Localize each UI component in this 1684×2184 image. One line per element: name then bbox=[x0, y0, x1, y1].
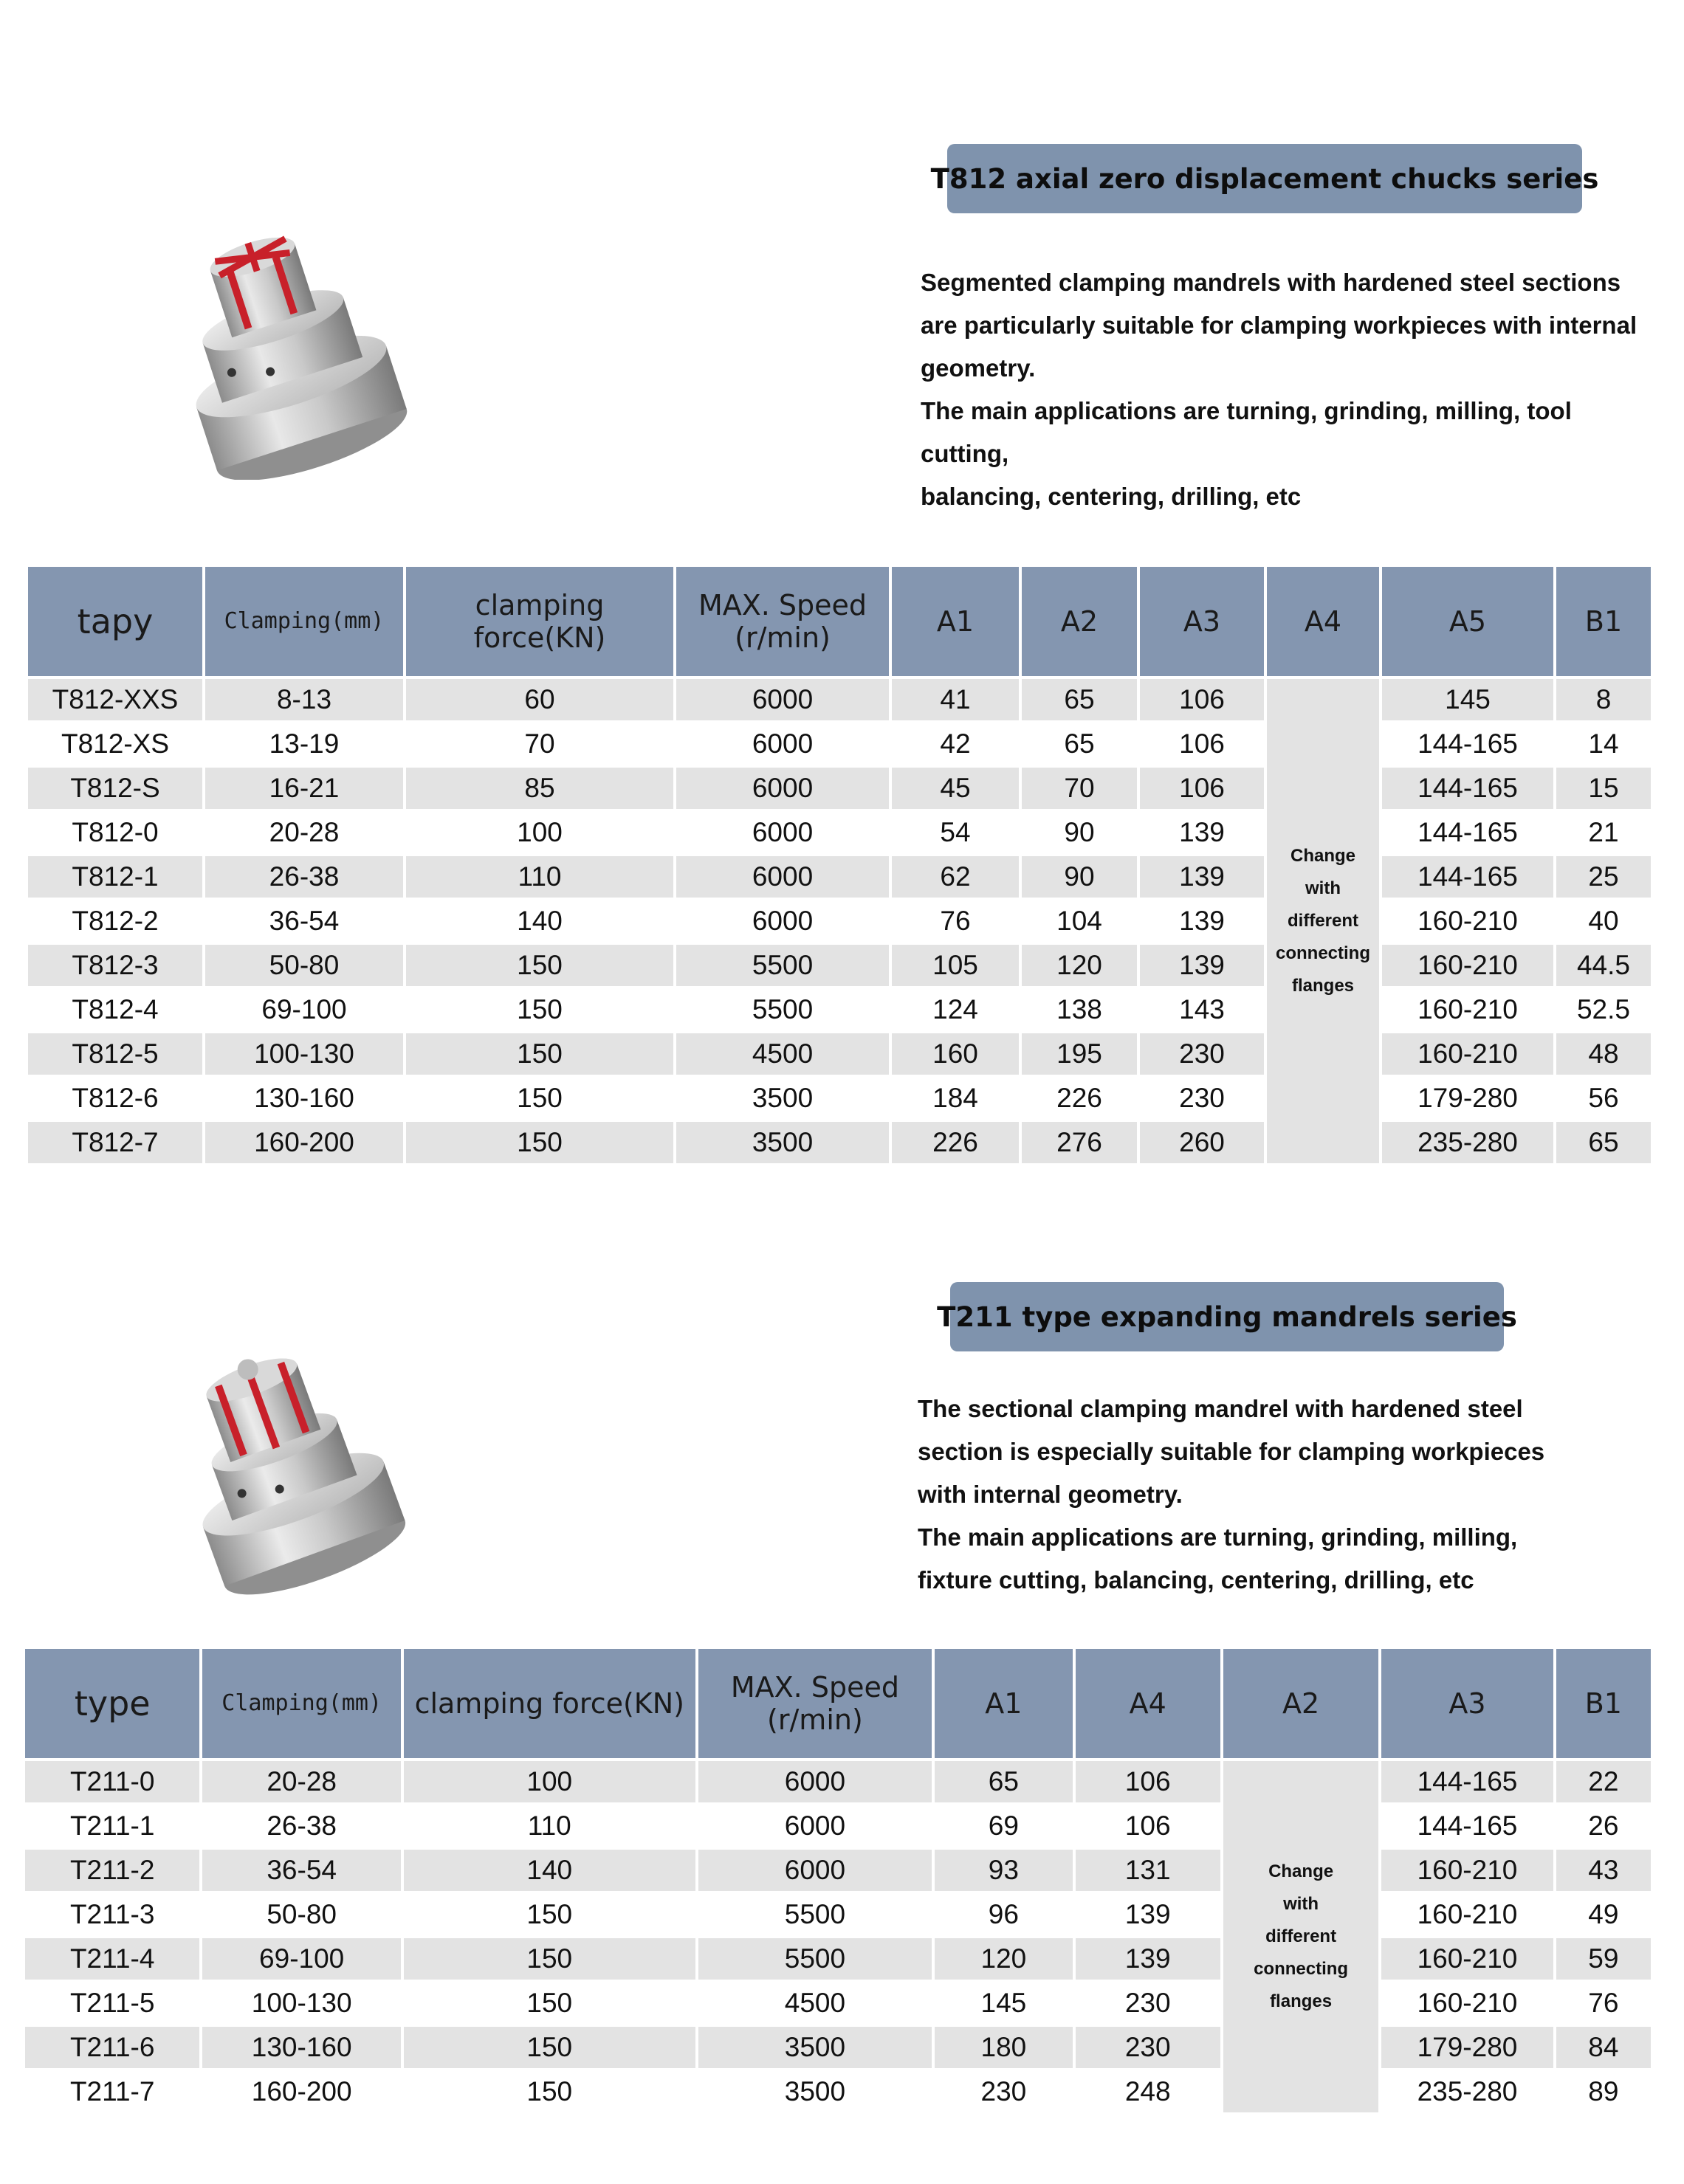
t812-desc-line: geometry. bbox=[921, 354, 1036, 382]
table-cell: 3500 bbox=[676, 1078, 889, 1122]
table-cell: 110 bbox=[406, 856, 673, 900]
table-cell: T211-2 bbox=[25, 1850, 199, 1894]
table-cell: 226 bbox=[1022, 1078, 1137, 1122]
table-cell: 89 bbox=[1556, 2071, 1651, 2115]
table-cell: T812-XS bbox=[28, 723, 202, 768]
table-cell: 180 bbox=[935, 2027, 1072, 2071]
table-cell: 130-160 bbox=[202, 2027, 400, 2071]
table-row bbox=[28, 945, 1651, 989]
table-cell: 26-38 bbox=[205, 856, 403, 900]
table-cell: 69-100 bbox=[202, 1938, 400, 1983]
table-cell: 160-210 bbox=[1381, 1938, 1553, 1983]
t211-header-clamping: Clamping(mm) bbox=[202, 1649, 400, 1761]
table-cell: 160-210 bbox=[1381, 1850, 1553, 1894]
table-cell: 4500 bbox=[698, 1983, 932, 2027]
table-cell: 6000 bbox=[676, 768, 889, 812]
table-cell: 160-200 bbox=[202, 2071, 400, 2115]
table-cell: 139 bbox=[1140, 900, 1264, 945]
table-cell: 6000 bbox=[676, 900, 889, 945]
t211-spec-table bbox=[22, 1649, 1654, 2115]
t211-header-a1: A1 bbox=[935, 1649, 1072, 1761]
table-cell: 100-130 bbox=[205, 1033, 403, 1078]
table-cell: 100 bbox=[406, 812, 673, 856]
table-cell: 104 bbox=[1022, 900, 1137, 945]
table-cell: 6000 bbox=[676, 812, 889, 856]
t812-header-a1: A1 bbox=[892, 567, 1019, 679]
table-cell: 160 bbox=[892, 1033, 1019, 1078]
table-cell: 76 bbox=[1556, 1983, 1651, 2027]
flange-note-cell bbox=[1267, 679, 1379, 1166]
table-row bbox=[28, 856, 1651, 900]
table-cell: T211-0 bbox=[25, 1761, 199, 1805]
flange-note-line: with bbox=[1283, 1894, 1319, 1914]
table-row bbox=[28, 723, 1651, 768]
table-cell: 3500 bbox=[698, 2071, 932, 2115]
table-cell: 3500 bbox=[676, 1122, 889, 1166]
table-row bbox=[25, 2027, 1651, 2071]
table-cell: 160-210 bbox=[1382, 945, 1553, 989]
t211-header-speed: MAX. Speed (r/min) bbox=[698, 1649, 932, 1761]
table-cell: 150 bbox=[406, 989, 673, 1033]
table-cell: 76 bbox=[892, 900, 1019, 945]
table-cell: 150 bbox=[404, 1983, 695, 2027]
table-cell: 56 bbox=[1556, 1078, 1651, 1122]
table-cell: 131 bbox=[1076, 1850, 1220, 1894]
table-cell: T812-0 bbox=[28, 812, 202, 856]
table-cell: 179-280 bbox=[1382, 1078, 1553, 1122]
table-cell: 150 bbox=[406, 1122, 673, 1166]
t812-header-a5: A5 bbox=[1382, 567, 1553, 679]
table-row bbox=[28, 812, 1651, 856]
table-cell: 6000 bbox=[676, 856, 889, 900]
table-cell: 120 bbox=[1022, 945, 1137, 989]
table-row bbox=[25, 1938, 1651, 1983]
table-cell: 124 bbox=[892, 989, 1019, 1033]
table-cell: 70 bbox=[1022, 768, 1137, 812]
table-cell: 144-165 bbox=[1382, 723, 1553, 768]
flange-note-cell bbox=[1223, 1761, 1378, 2115]
table-cell: 120 bbox=[935, 1938, 1072, 1983]
table-cell: T211-7 bbox=[25, 2071, 199, 2115]
table-cell: 150 bbox=[406, 945, 673, 989]
table-cell: 150 bbox=[404, 1894, 695, 1938]
table-cell: 5500 bbox=[698, 1938, 932, 1983]
table-cell: 110 bbox=[404, 1805, 695, 1850]
table-cell: 139 bbox=[1140, 812, 1264, 856]
table-cell: 41 bbox=[892, 679, 1019, 723]
t211-desc-line: The main applications are turning, grinding, milling, bbox=[918, 1523, 1518, 1551]
table-cell: 226 bbox=[892, 1122, 1019, 1166]
table-cell: 59 bbox=[1556, 1938, 1651, 1983]
t812-header-clamping: Clamping(mm) bbox=[205, 567, 403, 679]
table-cell: 150 bbox=[404, 2071, 695, 2115]
table-cell: 235-280 bbox=[1381, 2071, 1553, 2115]
table-cell: 93 bbox=[935, 1850, 1072, 1894]
table-cell: 50-80 bbox=[205, 945, 403, 989]
table-cell: 150 bbox=[406, 1078, 673, 1122]
table-cell: 144-165 bbox=[1382, 768, 1553, 812]
t812-header-b1: B1 bbox=[1556, 567, 1651, 679]
flange-note-line: flanges bbox=[1291, 976, 1355, 996]
table-cell: 105 bbox=[892, 945, 1019, 989]
flange-note-line: Change bbox=[1290, 846, 1355, 866]
table-cell: 230 bbox=[1140, 1078, 1264, 1122]
table-row bbox=[28, 989, 1651, 1033]
table-cell: 144-165 bbox=[1382, 812, 1553, 856]
table-cell: 44.5 bbox=[1556, 945, 1651, 989]
table-row bbox=[25, 1850, 1651, 1894]
flange-note-line: different bbox=[1288, 911, 1358, 931]
table-cell: 25 bbox=[1556, 856, 1651, 900]
table-cell: 184 bbox=[892, 1078, 1019, 1122]
table-cell: 144-165 bbox=[1382, 856, 1553, 900]
table-cell: 230 bbox=[935, 2071, 1072, 2115]
flange-note-line: connecting bbox=[1254, 1959, 1349, 1979]
table-cell: T211-1 bbox=[25, 1805, 199, 1850]
t211-header-a3: A3 bbox=[1381, 1649, 1553, 1761]
table-cell: 106 bbox=[1076, 1761, 1220, 1805]
table-cell: 144-165 bbox=[1381, 1761, 1553, 1805]
t812-header-type: tapy bbox=[28, 567, 202, 679]
table-cell: T812-7 bbox=[28, 1122, 202, 1166]
table-row bbox=[25, 1894, 1651, 1938]
table-cell: 145 bbox=[935, 1983, 1072, 2027]
t812-desc-line: balancing, centering, drilling, etc bbox=[921, 483, 1302, 510]
flange-note-line: flanges bbox=[1270, 1991, 1333, 2011]
table-cell: 36-54 bbox=[202, 1850, 400, 1894]
table-cell: 140 bbox=[404, 1850, 695, 1894]
t211-desc-line: The sectional clamping mandrel with hardened steel bbox=[918, 1395, 1523, 1422]
table-cell: 160-200 bbox=[205, 1122, 403, 1166]
table-cell: 69 bbox=[935, 1805, 1072, 1850]
table-cell: 54 bbox=[892, 812, 1019, 856]
t211-desc-line: fixture cutting, balancing, centering, drilling, etc bbox=[918, 1566, 1474, 1594]
t812-spec-table bbox=[25, 567, 1654, 1166]
table-cell: 13-19 bbox=[205, 723, 403, 768]
t812-desc-line: Segmented clamping mandrels with hardened steel sections bbox=[921, 269, 1621, 296]
table-cell: 42 bbox=[892, 723, 1019, 768]
table-row bbox=[28, 679, 1651, 723]
table-cell: 130-160 bbox=[205, 1078, 403, 1122]
table-cell: 100 bbox=[404, 1761, 695, 1805]
table-cell: 143 bbox=[1140, 989, 1264, 1033]
t211-mandrel-image bbox=[155, 1321, 421, 1602]
table-cell: 150 bbox=[404, 1938, 695, 1983]
table-cell: 260 bbox=[1140, 1122, 1264, 1166]
t211-header-b1: B1 bbox=[1556, 1649, 1651, 1761]
t211-series-title-text: T211 type expanding mandrels series bbox=[937, 1301, 1517, 1333]
table-cell: 139 bbox=[1140, 856, 1264, 900]
t211-desc-line: section is especially suitable for clamping workpieces bbox=[918, 1438, 1545, 1465]
table-row bbox=[25, 1983, 1651, 2027]
table-row bbox=[25, 2071, 1651, 2115]
table-cell: 6000 bbox=[698, 1761, 932, 1805]
table-row bbox=[28, 1122, 1651, 1166]
table-cell: 84 bbox=[1556, 2027, 1651, 2071]
t211-header-a4: A4 bbox=[1076, 1649, 1220, 1761]
table-cell: 230 bbox=[1140, 1033, 1264, 1078]
table-cell: 50-80 bbox=[202, 1894, 400, 1938]
table-cell: 69-100 bbox=[205, 989, 403, 1033]
flange-note-line: with bbox=[1305, 878, 1341, 898]
table-cell: T812-5 bbox=[28, 1033, 202, 1078]
table-cell: 20-28 bbox=[202, 1761, 400, 1805]
t812-chuck-image bbox=[155, 207, 421, 480]
table-cell: 179-280 bbox=[1381, 2027, 1553, 2071]
table-cell: 248 bbox=[1076, 2071, 1220, 2115]
table-cell: 150 bbox=[404, 2027, 695, 2071]
t812-table-body bbox=[28, 679, 1651, 1166]
table-cell: 160-210 bbox=[1382, 900, 1553, 945]
table-cell: 85 bbox=[406, 768, 673, 812]
table-cell: 5500 bbox=[698, 1894, 932, 1938]
table-cell: 14 bbox=[1556, 723, 1651, 768]
table-cell: 96 bbox=[935, 1894, 1072, 1938]
flange-note-line: Change bbox=[1268, 1861, 1334, 1881]
table-cell: 106 bbox=[1140, 723, 1264, 768]
table-cell: 160-210 bbox=[1382, 989, 1553, 1033]
table-cell: T211-4 bbox=[25, 1938, 199, 1983]
t812-desc-line: The main applications are turning, grinding, milling, tool cutting, bbox=[921, 397, 1572, 467]
table-cell: T812-S bbox=[28, 768, 202, 812]
table-cell: 139 bbox=[1140, 945, 1264, 989]
table-cell: 65 bbox=[1022, 679, 1137, 723]
t812-description bbox=[921, 261, 1659, 518]
table-cell: 160-210 bbox=[1381, 1983, 1553, 2027]
table-cell: 48 bbox=[1556, 1033, 1651, 1078]
t812-header-a2: A2 bbox=[1022, 567, 1137, 679]
table-cell: 139 bbox=[1076, 1938, 1220, 1983]
flange-note-line: different bbox=[1265, 1926, 1337, 1946]
table-cell: T211-5 bbox=[25, 1983, 199, 2027]
table-row bbox=[28, 1078, 1651, 1122]
t812-header-force: clamping force(KN) bbox=[406, 567, 673, 679]
t211-header-type: type bbox=[25, 1649, 199, 1761]
table-cell: 65 bbox=[1556, 1122, 1651, 1166]
table-cell: 6000 bbox=[676, 723, 889, 768]
table-cell: 16-21 bbox=[205, 768, 403, 812]
t812-desc-line: are particularly suitable for clamping workpieces with internal bbox=[921, 311, 1637, 339]
table-cell: 100-130 bbox=[202, 1983, 400, 2027]
table-cell: 62 bbox=[892, 856, 1019, 900]
t812-series-title bbox=[930, 144, 1599, 213]
table-row bbox=[25, 1761, 1651, 1805]
table-cell: 160-210 bbox=[1382, 1033, 1553, 1078]
table-row bbox=[28, 1033, 1651, 1078]
table-cell: 43 bbox=[1556, 1850, 1651, 1894]
t211-desc-line: with internal geometry. bbox=[918, 1481, 1183, 1508]
table-cell: T211-6 bbox=[25, 2027, 199, 2071]
table-cell: 3500 bbox=[698, 2027, 932, 2071]
table-cell: 276 bbox=[1022, 1122, 1137, 1166]
table-cell: 6000 bbox=[676, 679, 889, 723]
table-cell: T812-4 bbox=[28, 989, 202, 1033]
table-cell: 70 bbox=[406, 723, 673, 768]
table-cell: 26 bbox=[1556, 1805, 1651, 1850]
table-cell: 145 bbox=[1382, 679, 1553, 723]
table-cell: 60 bbox=[406, 679, 673, 723]
table-cell: 26-38 bbox=[202, 1805, 400, 1850]
t211-description bbox=[918, 1388, 1656, 1602]
t211-table-body bbox=[25, 1761, 1651, 2115]
t211-header-force: clamping force(KN) bbox=[404, 1649, 695, 1761]
table-cell: 106 bbox=[1140, 768, 1264, 812]
table-cell: 4500 bbox=[676, 1033, 889, 1078]
table-cell: 150 bbox=[406, 1033, 673, 1078]
t812-header-a4: A4 bbox=[1267, 567, 1379, 679]
t211-series-title bbox=[937, 1282, 1517, 1351]
table-cell: 65 bbox=[1022, 723, 1137, 768]
table-cell: 5500 bbox=[676, 989, 889, 1033]
table-cell: 160-210 bbox=[1381, 1894, 1553, 1938]
flange-note-line: connecting bbox=[1275, 943, 1370, 963]
table-cell: 5500 bbox=[676, 945, 889, 989]
table-cell: T812-XXS bbox=[28, 679, 202, 723]
table-cell: 230 bbox=[1076, 1983, 1220, 2027]
table-cell: 45 bbox=[892, 768, 1019, 812]
table-cell: 106 bbox=[1076, 1805, 1220, 1850]
table-cell: 22 bbox=[1556, 1761, 1651, 1805]
t812-series-title-text: T812 axial zero displacement chucks series bbox=[930, 162, 1599, 195]
table-cell: 144-165 bbox=[1381, 1805, 1553, 1850]
table-row bbox=[28, 900, 1651, 945]
table-cell: 15 bbox=[1556, 768, 1651, 812]
table-cell: 21 bbox=[1556, 812, 1651, 856]
table-cell: 195 bbox=[1022, 1033, 1137, 1078]
table-cell: 49 bbox=[1556, 1894, 1651, 1938]
table-cell: T812-6 bbox=[28, 1078, 202, 1122]
table-cell: 90 bbox=[1022, 856, 1137, 900]
table-cell: T812-2 bbox=[28, 900, 202, 945]
table-cell: 40 bbox=[1556, 900, 1651, 945]
table-cell: 140 bbox=[406, 900, 673, 945]
table-cell: 36-54 bbox=[205, 900, 403, 945]
t812-header-a3: A3 bbox=[1140, 567, 1264, 679]
table-cell: 230 bbox=[1076, 2027, 1220, 2071]
table-cell: 6000 bbox=[698, 1850, 932, 1894]
table-cell: T812-1 bbox=[28, 856, 202, 900]
table-cell: 90 bbox=[1022, 812, 1137, 856]
table-cell: 6000 bbox=[698, 1805, 932, 1850]
table-cell: 8 bbox=[1556, 679, 1651, 723]
table-cell: 65 bbox=[935, 1761, 1072, 1805]
table-cell: T812-3 bbox=[28, 945, 202, 989]
table-row bbox=[25, 1805, 1651, 1850]
t211-header-a2: A2 bbox=[1223, 1649, 1378, 1761]
table-cell: 138 bbox=[1022, 989, 1137, 1033]
table-cell: 8-13 bbox=[205, 679, 403, 723]
table-cell: 235-280 bbox=[1382, 1122, 1553, 1166]
table-cell: 20-28 bbox=[205, 812, 403, 856]
table-cell: 52.5 bbox=[1556, 989, 1651, 1033]
table-row bbox=[28, 768, 1651, 812]
table-cell: 106 bbox=[1140, 679, 1264, 723]
table-cell: 139 bbox=[1076, 1894, 1220, 1938]
table-cell: T211-3 bbox=[25, 1894, 199, 1938]
t812-header-speed: MAX. Speed (r/min) bbox=[676, 567, 889, 679]
